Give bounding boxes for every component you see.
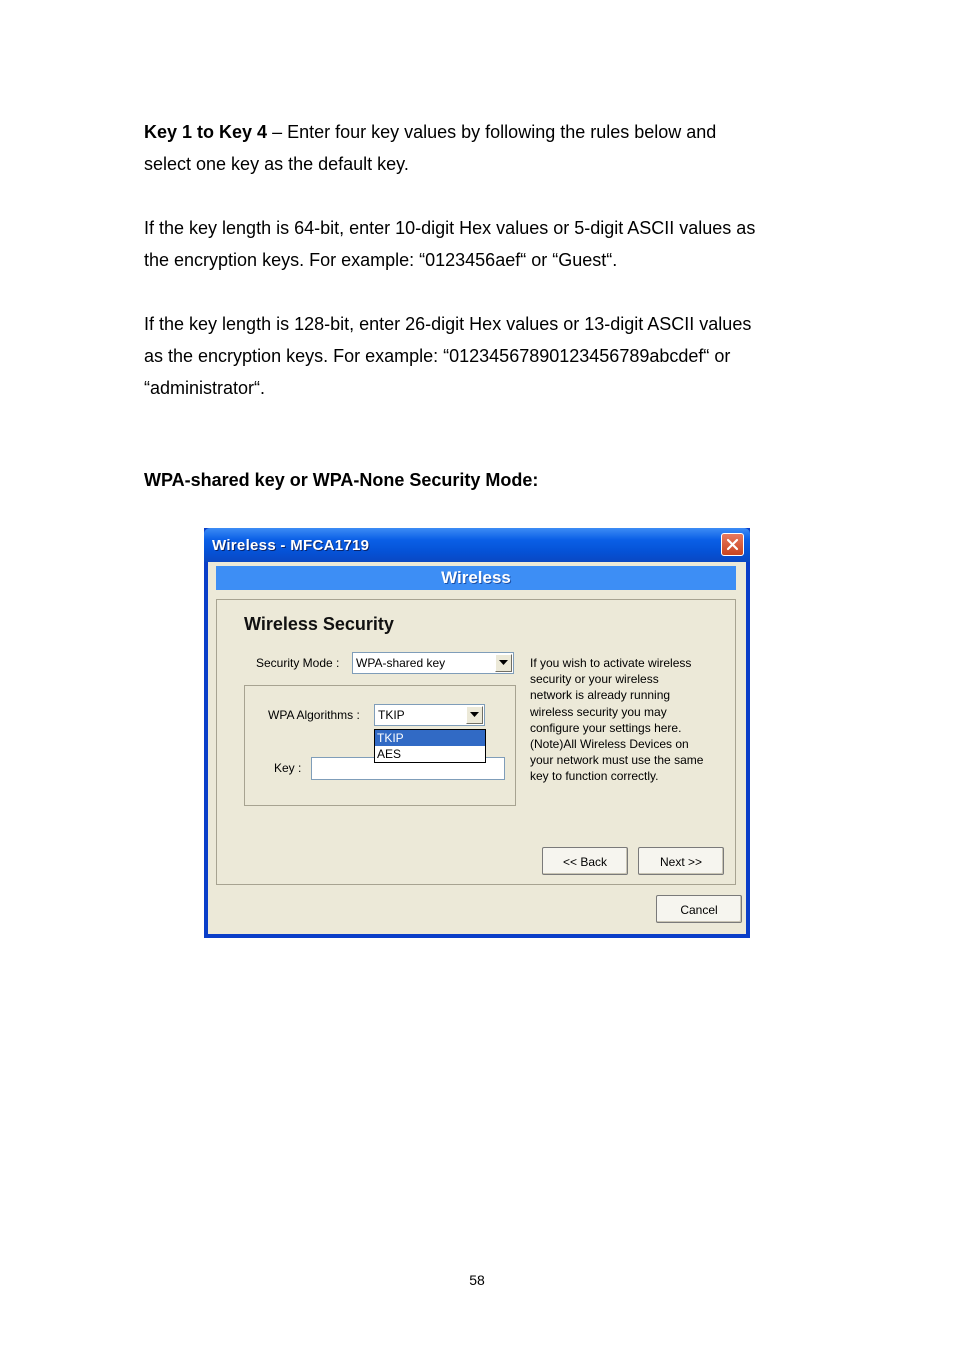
paragraph-text: – Enter four key values by following the rules below and <box>267 122 717 142</box>
cancel-button[interactable]: Cancel <box>656 895 742 923</box>
wpa-algorithms-value: TKIP <box>378 708 405 722</box>
window-title: Wireless - MFCA1719 <box>212 537 370 554</box>
option-aes[interactable]: AES <box>377 747 402 761</box>
paragraph-64-bit <box>144 212 814 276</box>
help-line: wireless security you may <box>530 704 667 719</box>
paragraph-text: If the key length is 64-bit, enter 10-digit Hex values or 5-digit ASCII values as <box>144 218 756 238</box>
help-line: key to function correctly. <box>530 769 659 784</box>
wireless-banner: Wireless <box>216 566 736 590</box>
page-number: 58 <box>469 1272 485 1288</box>
wpa-algorithms-select[interactable] <box>374 704 485 726</box>
paragraph-key-1-to-4 <box>144 116 814 180</box>
dropdown-arrow[interactable] <box>495 654 512 672</box>
key-label: Key : <box>274 761 302 775</box>
help-line: network is already running <box>530 688 671 703</box>
wpa-algorithms-dropdown-list <box>374 729 486 763</box>
option-tkip[interactable]: TKIP <box>375 730 485 746</box>
wireless-security-panel <box>216 599 736 885</box>
help-line: If you wish to activate wireless <box>530 656 692 670</box>
next-button[interactable]: Next >> <box>638 847 724 875</box>
wireless-dialog <box>204 528 750 938</box>
close-icon <box>726 538 739 551</box>
paragraph-text: “administrator“. <box>144 378 266 398</box>
help-line: security or your wireless <box>530 672 659 687</box>
section-heading: WPA-shared key or WPA-None Security Mode: <box>144 470 539 490</box>
help-line: configure your settings here. <box>530 720 682 735</box>
paragraph-text: as the encryption keys. For example: “01234567890123456789abcdef“ or <box>144 346 731 366</box>
key-term: Key 1 to Key 4 <box>144 122 268 142</box>
chevron-down-icon <box>499 660 508 666</box>
dialog-client-area <box>208 562 746 934</box>
help-line: (Note)All Wireless Devices on <box>530 737 689 752</box>
wpa-algorithms-label: WPA Algorithms : <box>268 708 360 722</box>
paragraph-text: select one key as the default key. <box>144 154 409 174</box>
section-title: Wireless Security <box>244 614 394 634</box>
title-bar[interactable] <box>204 528 750 562</box>
paragraph-text: the encryption keys. For example: “0123456aef“ or “Guest“. <box>144 250 618 270</box>
security-mode-label: Security Mode : <box>256 656 340 670</box>
paragraph-text: If the key length is 128-bit, enter 26-digit Hex values or 13-digit ASCII values <box>144 314 752 334</box>
paragraph-128-bit <box>144 308 814 404</box>
help-line: your network must use the same <box>530 753 704 768</box>
chevron-down-icon <box>470 712 479 718</box>
back-button[interactable]: << Back <box>542 847 628 875</box>
help-text <box>530 655 726 785</box>
security-mode-value: WPA-shared key <box>356 656 446 670</box>
close-button[interactable] <box>721 533 744 556</box>
dropdown-arrow[interactable] <box>466 706 483 724</box>
security-mode-select[interactable] <box>352 652 514 674</box>
